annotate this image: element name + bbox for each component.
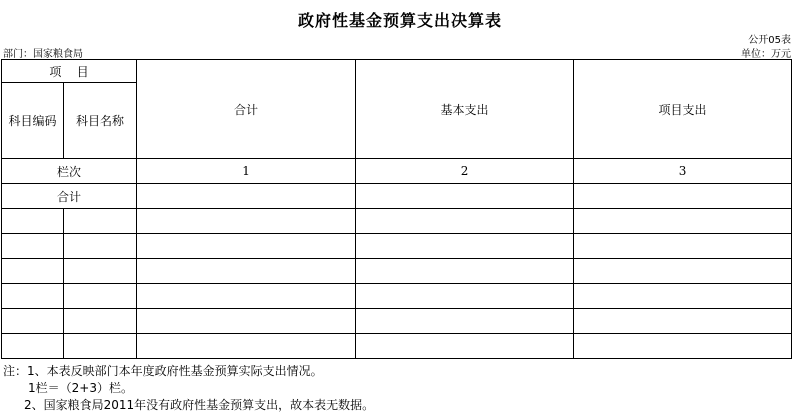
table-cell [574,209,792,234]
report-title: 政府性基金预算支出决算表 [297,11,502,30]
table-row [2,209,792,234]
table-cell [356,334,574,359]
table-cell [356,309,574,334]
table-row [2,309,792,334]
note-line-1: 注：1、本表反映部门本年度政府性基金预算实际支出情况。 [3,364,323,378]
lanci-label: 栏次 [2,159,137,184]
total-cell [137,184,356,209]
table-cell [64,334,137,359]
table-cell [574,284,792,309]
notes [3,363,374,414]
table-cell [137,209,356,234]
header-basic-expenditure: 基本支出 [356,60,574,159]
table-row [2,259,792,284]
table-cell [356,234,574,259]
table-cell [2,209,64,234]
table-cell [137,259,356,284]
lanci-row [2,159,792,184]
table-cell [2,334,64,359]
table-cell [64,259,137,284]
total-label: 合计 [2,184,137,209]
header-project-expenditure: 项目支出 [574,60,792,159]
table-cell [356,209,574,234]
table-cell [64,234,137,259]
total-cell [574,184,792,209]
header-total: 合计 [137,60,356,159]
table-cell [2,309,64,334]
form-number: 公开05表 [748,35,791,46]
table-row [2,284,792,309]
table-cell [64,309,137,334]
note-line-3: 2、国家粮食局2011年没有政府性基金预算支出，故本表无数据。 [24,398,375,412]
table-cell [64,209,137,234]
unit-label: 单位：万元 [741,49,791,60]
lanci-3: 3 [574,159,792,184]
header-subject-code: 科目编码 [2,83,64,159]
table-cell [137,334,356,359]
expenditure-table [1,59,792,359]
table-row [2,234,792,259]
table-cell [137,234,356,259]
table-cell [574,309,792,334]
table-cell [2,284,64,309]
table-cell [574,259,792,284]
lanci-2: 2 [356,159,574,184]
table-cell [2,259,64,284]
table-row [2,334,792,359]
total-row [2,184,792,209]
total-cell [356,184,574,209]
department-label: 部门：国家粮食局 [3,49,83,60]
table-cell [64,284,137,309]
note-line-2: 1栏＝（2+3）栏。 [28,381,133,395]
table-cell [137,284,356,309]
lanci-1: 1 [137,159,356,184]
table-cell [356,259,574,284]
table-cell [574,334,792,359]
table-cell [356,284,574,309]
header-subject-name: 科目名称 [64,83,137,159]
header-item: 项 目 [2,60,137,83]
table-cell [574,234,792,259]
table-cell [2,234,64,259]
table-cell [137,309,356,334]
header-row-1 [2,60,792,83]
